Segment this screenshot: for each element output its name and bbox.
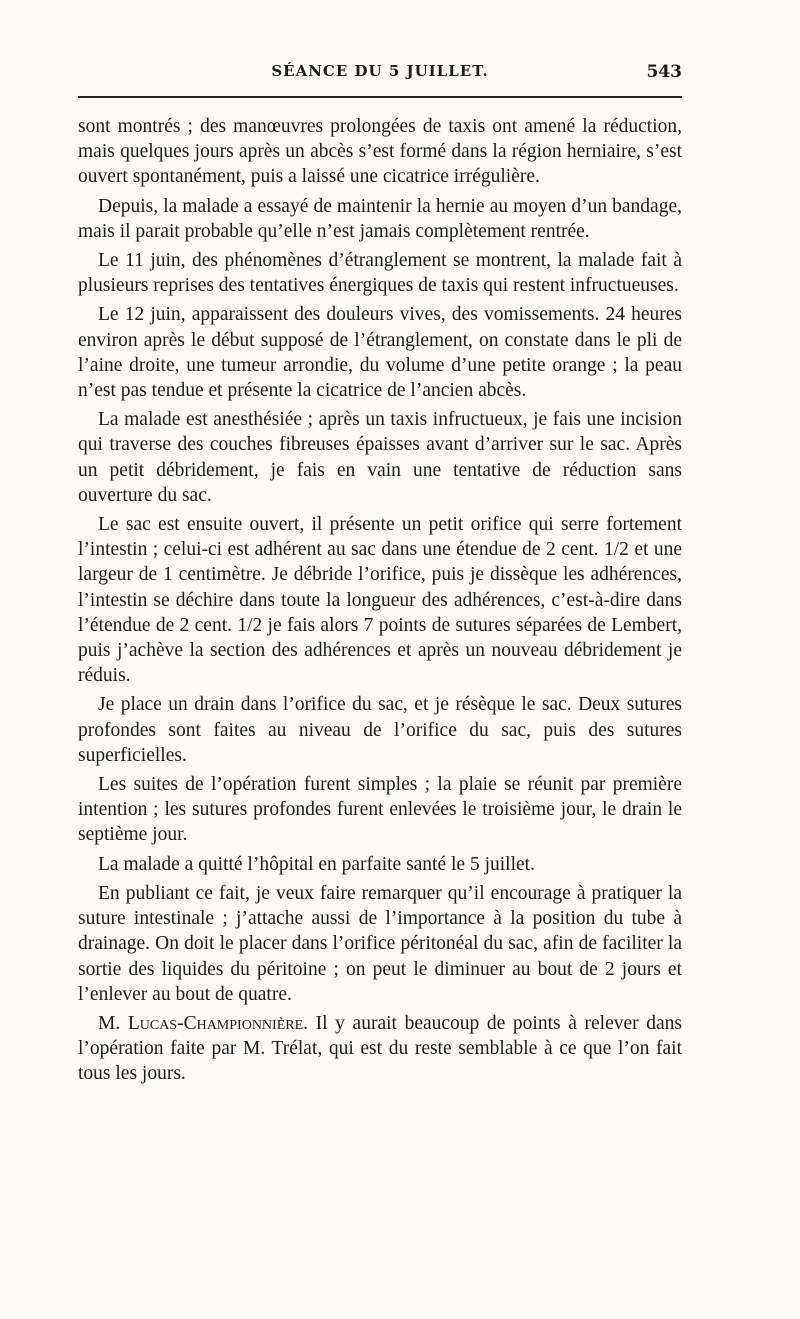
speaker-name: M. Lucas-Championnière. — [98, 1012, 309, 1034]
running-title: SÉANCE DU 5 JUILLET. — [271, 62, 489, 80]
paragraph: La malade est anesthésiée ; après un taxis infructueux, je fais une incision qui traverse des couches fibreuses épaisses avant d’arriver sur le sac. Après un petit débridement, je fais en vain une tentative de réduction sans ouverture du sac. — [78, 409, 682, 506]
paragraph: Le 11 juin, des phénomènes d’étranglement se montrent, la malade fait à plusieurs reprises des tentatives énergiques de taxis qui restent infructueuses. — [78, 250, 682, 297]
paragraph: Je place un drain dans l’orifice du sac, et je résèque le sac. Deux sutures profondes sont faites au niveau de l’orifice du sac, puis des sutures superficielles. — [78, 694, 682, 766]
paragraph: sont montrés ; des manœuvres prolongées de taxis ont amené la réduction, mais quelques jours après un abcès s’est formé dans la région herniaire, s’est ouvert spontanément, puis a laissé une cicatrice irrégulière. — [78, 116, 682, 188]
speaker-text: Il y aurait beaucoup de points à relever dans l’opération faite par M. Trélat, qui est du reste semblable à ce que l’on fait tous les jours. — [78, 1012, 682, 1085]
page-number: 543 — [646, 62, 682, 82]
paragraph: En publiant ce fait, je veux faire remarquer qu’il encourage à pratiquer la suture intestinale ; j’attache aussi de l’importance à la position du tube à drainage. On doit le placer dans l’orifice péritonéal du sac, afin de faciliter la sortie des liquides du péritoine ; on peut le diminuer au bout de 2 jours et l’enlever au bout de quatre. — [78, 882, 682, 1005]
body-text — [78, 114, 682, 1091]
running-header — [78, 62, 682, 86]
paragraph: Les suites de l’opération furent simples ; la plaie se réunit par première intention ; les sutures profondes furent enlevées le troisième jour, le drain le septième jour. — [78, 774, 682, 846]
paragraph — [78, 1011, 682, 1087]
paragraph: La malade a quitté l’hôpital en parfaite santé le 5 juillet. — [98, 853, 535, 875]
paragraph: Depuis, la malade a essayé de maintenir la hernie au moyen d’un bandage, mais il parait probable qu’elle n’est jamais complètement rentrée. — [78, 195, 682, 242]
paragraph: Le 12 juin, apparaissent des douleurs vives, des vomissements. 24 heures environ après le début supposé de l’étranglement, on constate dans le pli de l’aine droite, une tumeur arrondie, du volume d’une petite orange ; la peau n’est pas tendue et présente la cicatrice de l’ancien abcès. — [78, 304, 682, 402]
header-rule — [78, 96, 682, 98]
paragraph: Le sac est ensuite ouvert, il présente un petit orifice qui serre fortement l’intestin ; celui-ci est adhérent au sac dans une étendue de 2 cent. 1/2 et une largeur de 1 centimètre. Je débride l’orifice, puis je dissèque les adhérences, l’intestin se déchire dans toute la longueur des adhérences, c’est-à-dire dans l’étendue de 2 cent. 1/2 je fais alors 7 points de sutures séparées de Lembert, puis j’achève la section des adhérences et après un nouveau débridement je réduis. — [78, 514, 682, 687]
